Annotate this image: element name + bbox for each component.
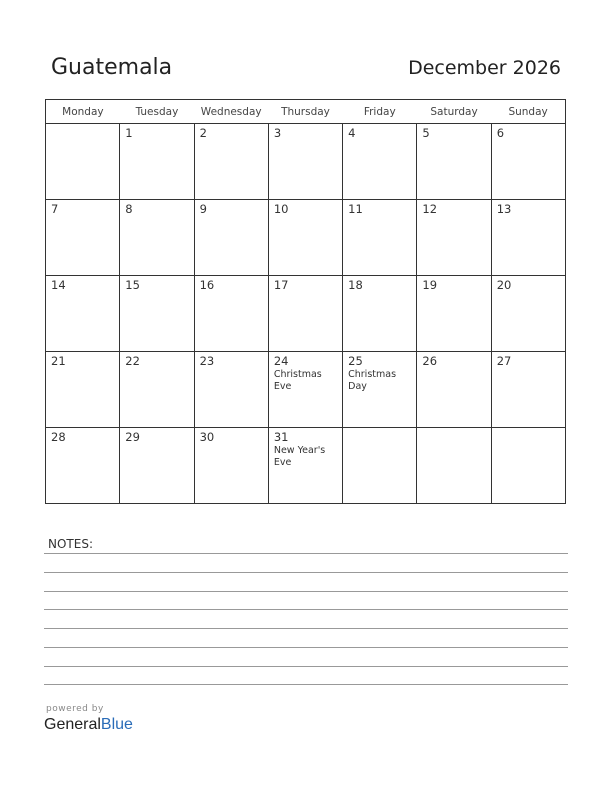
day-number: 31	[273, 430, 289, 444]
brand-general: General	[44, 716, 101, 733]
day-number: 27	[496, 354, 512, 368]
day-number: 13	[496, 202, 512, 216]
day-cell	[343, 352, 417, 428]
day-number: 28	[51, 430, 66, 444]
weekday-wednesday: Wednesday	[194, 100, 268, 124]
day-cell	[194, 352, 268, 428]
day-number: 16	[199, 278, 215, 292]
note-line	[44, 666, 568, 667]
weekday-monday: Monday	[46, 100, 120, 124]
day-number: 18	[348, 278, 363, 292]
week-row	[46, 352, 566, 428]
day-number: 29	[125, 430, 140, 444]
day-cell	[268, 276, 342, 352]
day-cell	[491, 200, 565, 276]
day-cell	[417, 276, 491, 352]
day-cell	[491, 276, 565, 352]
day-number: 5	[422, 126, 430, 140]
day-cell	[343, 428, 417, 504]
note-line	[44, 572, 568, 573]
day-cell	[343, 276, 417, 352]
day-number: 8	[125, 202, 133, 216]
day-number: 23	[199, 354, 215, 368]
note-line	[44, 553, 568, 554]
weekday-header-row	[46, 100, 566, 124]
day-number: 22	[125, 354, 140, 368]
day-number: 6	[496, 126, 505, 140]
day-cell	[268, 428, 342, 504]
day-cell	[417, 352, 491, 428]
day-cell	[46, 124, 120, 200]
day-cell	[120, 200, 194, 276]
day-number: 9	[199, 202, 207, 216]
weekday-thursday: Thursday	[268, 100, 342, 124]
week-row	[46, 200, 566, 276]
day-cell	[268, 200, 342, 276]
day-cell	[491, 352, 565, 428]
day-cell	[46, 200, 120, 276]
holiday-label: Christmas Eve	[273, 369, 322, 392]
week-row	[46, 276, 566, 352]
weekday-saturday: Saturday	[417, 100, 491, 124]
week-row	[46, 428, 566, 504]
weekday-sunday: Sunday	[491, 100, 565, 124]
note-line	[44, 647, 568, 648]
day-cell	[194, 124, 268, 200]
day-number: 24	[273, 354, 289, 368]
day-number: 12	[422, 202, 438, 216]
day-number: 15	[125, 278, 140, 292]
day-cell	[46, 352, 120, 428]
day-number: 30	[199, 430, 215, 444]
calendar-grid	[45, 99, 566, 504]
day-number: 2	[199, 126, 207, 140]
day-cell	[194, 200, 268, 276]
weekday-tuesday: Tuesday	[120, 100, 194, 124]
day-cell	[343, 200, 417, 276]
notes-label: NOTES:	[48, 537, 93, 551]
day-cell	[417, 428, 491, 504]
day-number: 11	[348, 202, 363, 216]
day-cell	[491, 124, 565, 200]
day-number: 17	[273, 278, 289, 292]
day-cell	[120, 124, 194, 200]
day-cell	[417, 200, 491, 276]
day-cell	[120, 352, 194, 428]
powered-by-text: powered by	[46, 704, 104, 714]
day-cell	[491, 428, 565, 504]
day-number: 4	[348, 126, 356, 140]
day-number: 3	[273, 126, 282, 140]
day-number: 7	[51, 202, 59, 216]
holiday-label: New Year's Eve	[273, 445, 326, 468]
day-cell	[46, 428, 120, 504]
day-cell	[194, 428, 268, 504]
day-cell	[268, 352, 342, 428]
day-number: 14	[51, 278, 66, 292]
day-number: 19	[422, 278, 438, 292]
week-row	[46, 124, 566, 200]
brand-logo	[44, 716, 133, 734]
day-number: 10	[273, 202, 289, 216]
brand-blue: Blue	[100, 716, 133, 733]
country-title: Guatemala	[51, 55, 173, 80]
weekday-friday: Friday	[343, 100, 417, 124]
day-cell	[120, 428, 194, 504]
note-line	[44, 609, 568, 610]
day-cell	[417, 124, 491, 200]
day-cell	[194, 276, 268, 352]
month-title: December 2026	[408, 57, 561, 79]
day-cell	[268, 124, 342, 200]
note-line	[44, 684, 568, 685]
holiday-label: Christmas Day	[348, 369, 397, 392]
day-cell	[46, 276, 120, 352]
note-line	[44, 591, 568, 592]
day-number: 1	[125, 126, 133, 140]
day-cell	[343, 124, 417, 200]
day-cell	[120, 276, 194, 352]
day-number: 26	[422, 354, 438, 368]
note-line	[44, 628, 568, 629]
day-number: 25	[348, 354, 363, 368]
day-number: 20	[496, 278, 512, 292]
day-number: 21	[51, 354, 66, 368]
